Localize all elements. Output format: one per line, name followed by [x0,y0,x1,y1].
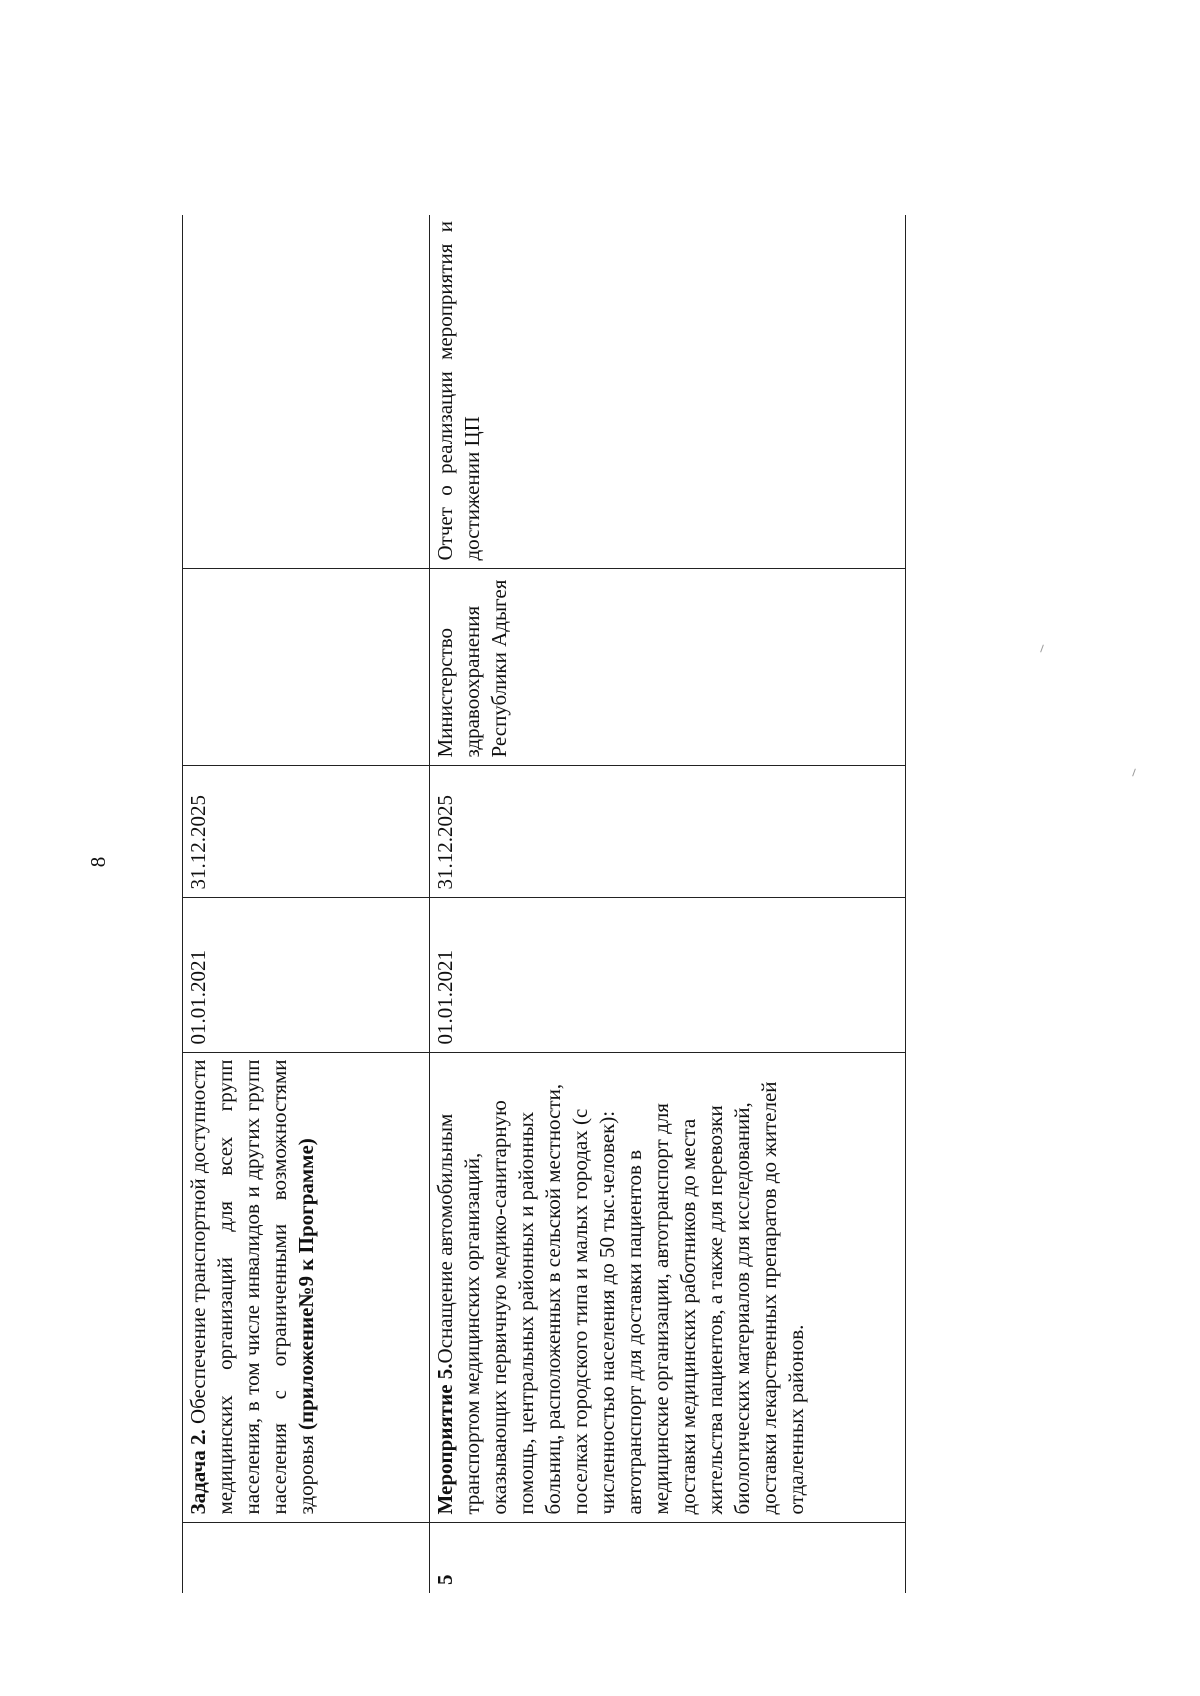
responsible-cell [183,569,430,766]
start-date-cell: 01.01.2021 [430,898,906,1053]
row-number-cell: 5 [430,1523,906,1593]
scan-speck [1132,769,1136,777]
measure-title-label: Мероприятие 5. [433,1363,457,1515]
page-number: 8 [86,856,110,868]
scan-speck [1040,645,1044,653]
table-row-task-2 [183,215,430,1593]
start-date-cell: 01.01.2021 [183,898,430,1053]
end-date-cell: 31.12.2025 [183,766,430,898]
table-row-measure-5 [430,215,906,1593]
task-title-label: Задача 2. [186,1429,210,1515]
end-date-cell: 31.12.2025 [430,766,906,898]
result-cell [183,215,430,569]
task-appendix-reference: (приложение№9 к Программе) [294,1138,318,1430]
result-cell: Отчет о реализации мероприятия и достижении ЦП [430,215,906,569]
responsible-cell: Министерство здравоохранения Республики Адыгея [430,569,906,766]
row-number-cell [183,1523,430,1593]
measure-description-text: Оснащение автомобильным транспортом медицинских организаций, оказывающих первичную медико-санитарную помощь, центральных районных и районных больниц, расположенных в сельской местности, поселках городского типа и малых городах (с численностью населения до 50 тыс.человек): автотранспорт для доставки пациентов в медицинские организации, автотранспорт для доставки медицинских работников до места жительства пациентов, а также для перевозки биологических материалов для исследований, доставки лекарственных препаратов до жителей отдаленных районов. [433,1081,808,1515]
task-description-text: Обеспечение транспортной доступности медицинских организаций для всех групп населения, в том числе инвалидов и других групп населения с ограниченными возможностями здоровья [186,1059,318,1515]
task-description-cell [183,1053,430,1523]
measure-description-cell [430,1053,906,1523]
measures-table [182,215,906,1593]
